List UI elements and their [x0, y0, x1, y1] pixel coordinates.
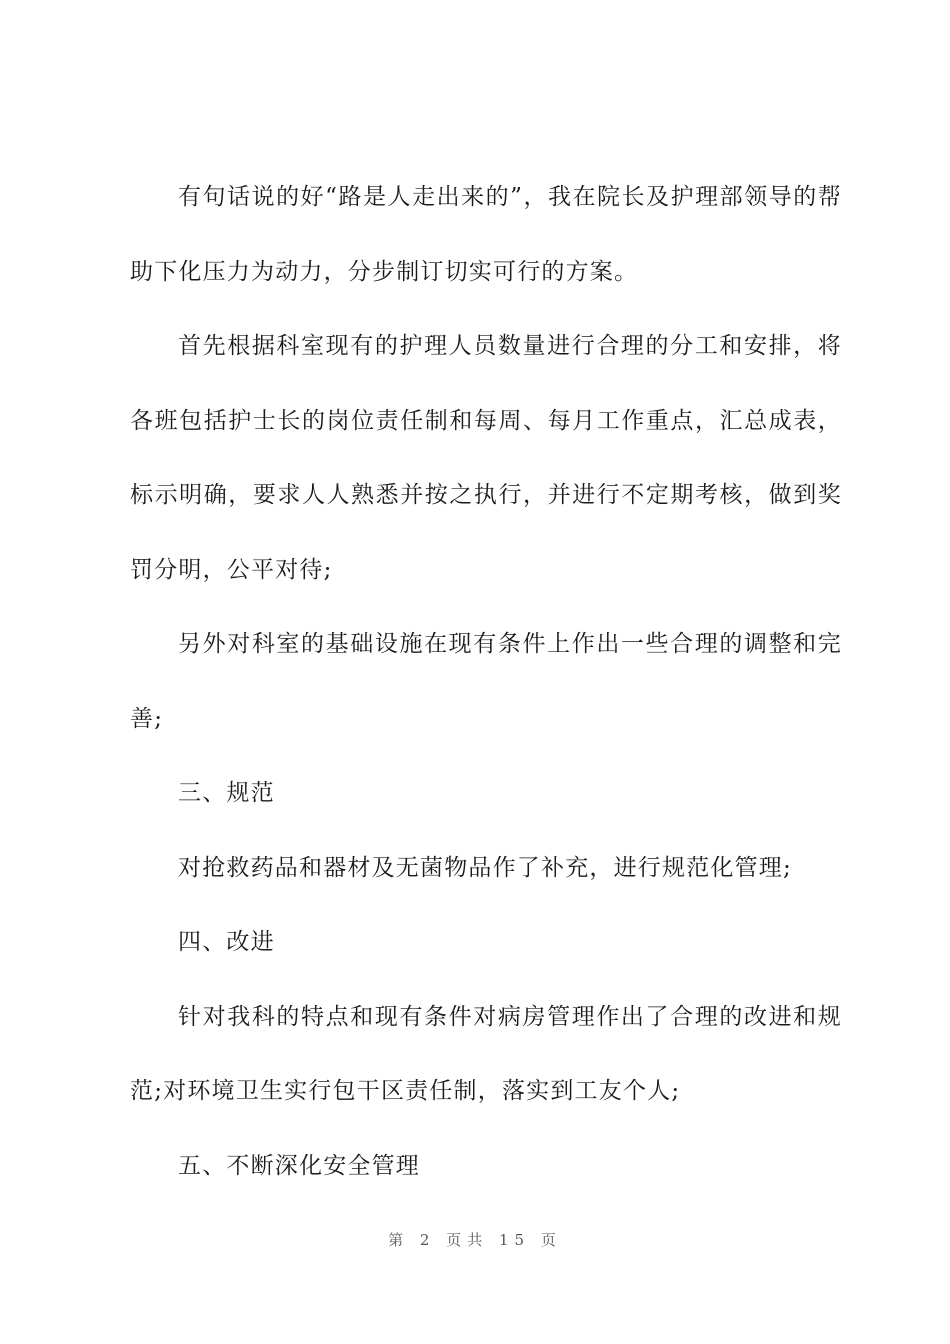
paragraph: 针对我科的特点和现有条件对病房管理作出了合理的改进和规范;对环境卫生实行包干区责任制，落实到工友个人;: [130, 1003, 842, 1104]
paragraph: 另外对科室的基础设施在现有条件上作出一些合理的调整和完善;: [130, 631, 842, 732]
paragraph: 首先根据科室现有的护理人员数量进行合理的分工和安排，将各班包括护士长的岗位责任制和每周、每月工作重点，汇总成表，标示明确，要求人人熟悉并按之执行，并进行不定期考核，做到奖罚分明，公平对待;: [130, 333, 842, 583]
paragraph: 有句话说的好“路是人走出来的”，我在院长及护理部领导的帮助下化压力为动力，分步制订切实可行的方案。: [130, 184, 842, 285]
paragraph: 对抢救药品和器材及无菌物品作了补充，进行规范化管理;: [178, 854, 792, 881]
page-number-footer: 第 2 页共 15 页: [388, 1231, 562, 1249]
document-body: [130, 160, 842, 1203]
section-heading: 三、规范: [178, 780, 275, 806]
section-heading: 五、不断深化安全管理: [178, 1152, 420, 1179]
section-heading: 四、改进: [178, 929, 275, 955]
